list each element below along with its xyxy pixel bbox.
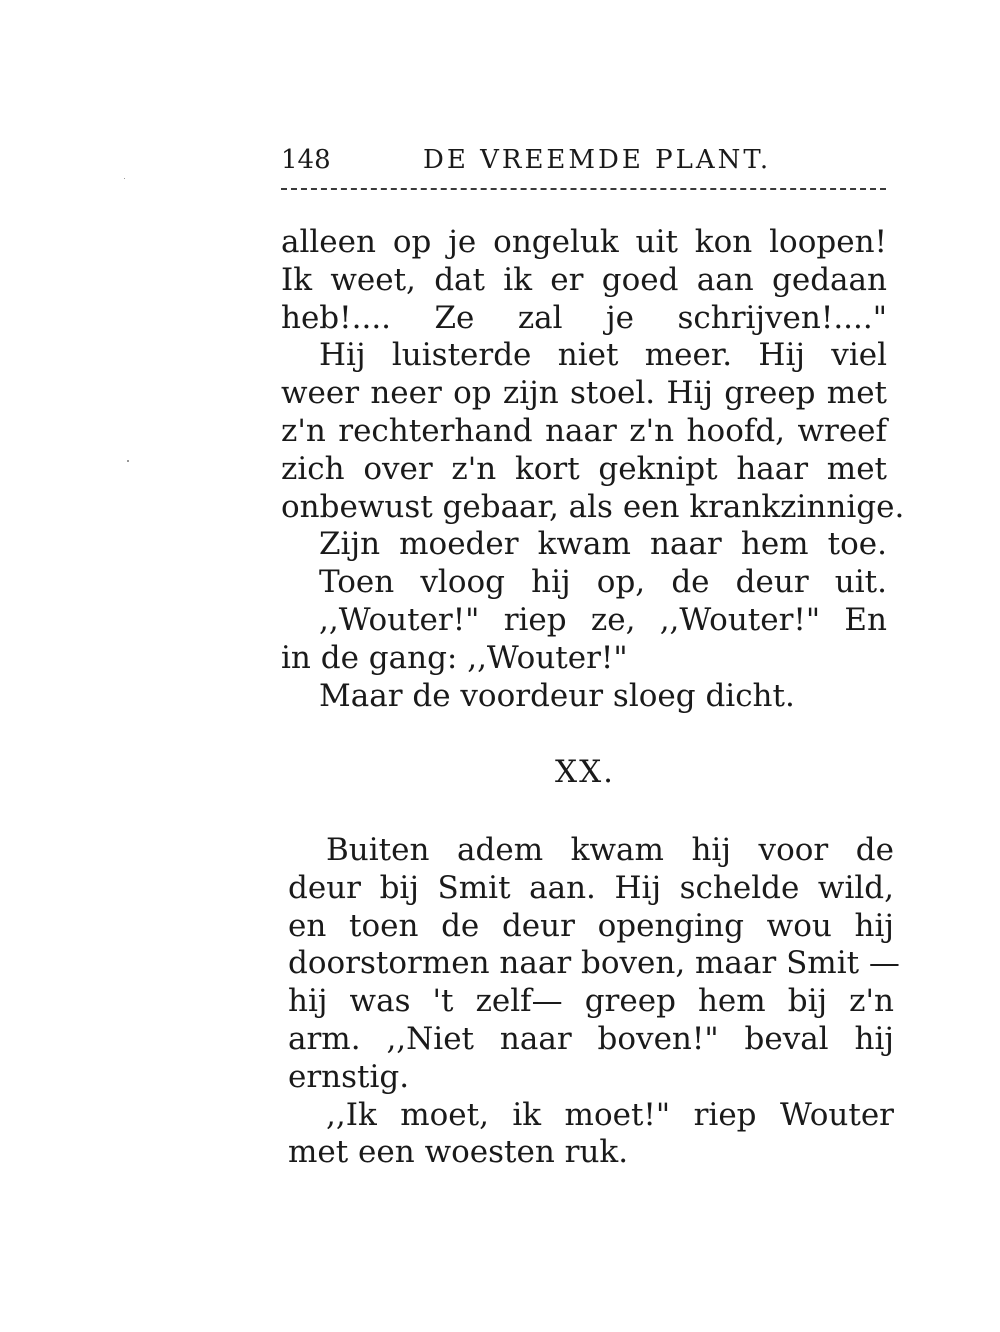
text-line: Buiten adem kwam hij voor de (326, 832, 894, 868)
text-line: ,,Wouter!" riep ze, ,,Wouter!" En (319, 601, 887, 638)
text-line: zich over z'n kort geknipt haar met (281, 450, 887, 487)
text-block-2 (288, 832, 900, 1172)
text-line: Ik weet, dat ik er goed aan gedaan (281, 261, 887, 298)
scan-speck (127, 460, 129, 462)
text-line: onbewust gebaar, als een krankzinnige. (281, 488, 905, 525)
scan-speck (124, 178, 125, 179)
chapter-heading: XX. (555, 754, 615, 790)
text-line: in de gang: ,,Wouter!" (281, 639, 628, 676)
text-line: z'n rechterhand naar z'n hoofd, wreef (281, 412, 887, 449)
text-line: Toen vloog hij op, de deur uit. (319, 564, 887, 601)
text-line: Zijn moeder kwam naar hem toe. (319, 526, 887, 563)
page-number: 148 (281, 145, 331, 175)
text-line: en toen de deur openging wou hij (288, 907, 894, 944)
text-line: heb!.... Ze zal je schrijven!...." (281, 299, 887, 336)
text-line: met een woesten ruk. (288, 1134, 629, 1171)
text-line: arm. ,,Niet naar boven!" beval hij (288, 1020, 894, 1057)
text-block-1 (281, 224, 905, 715)
header-rule (281, 188, 886, 190)
text-line: weer neer op zijn stoel. Hij greep met (281, 375, 887, 412)
text-line: ernstig. (288, 1058, 410, 1095)
text-line: Maar de voordeur sloeg dicht. (319, 677, 795, 714)
text-line: alleen op je ongeluk uit kon loopen! (281, 224, 887, 260)
text-line: doorstormen naar boven, maar Smit — (288, 945, 900, 982)
page-header (281, 145, 886, 185)
text-line: ,,Ik moet, ik moet!" riep Wouter (326, 1096, 894, 1133)
text-line: hij was 't zelf— greep hem bij z'n (288, 983, 894, 1020)
text-line: Hij luisterde niet meer. Hij viel (319, 337, 887, 374)
text-line: deur bij Smit aan. Hij schelde wild, (288, 869, 894, 906)
running-title: DE VREEMDE PLANT. (423, 145, 772, 175)
